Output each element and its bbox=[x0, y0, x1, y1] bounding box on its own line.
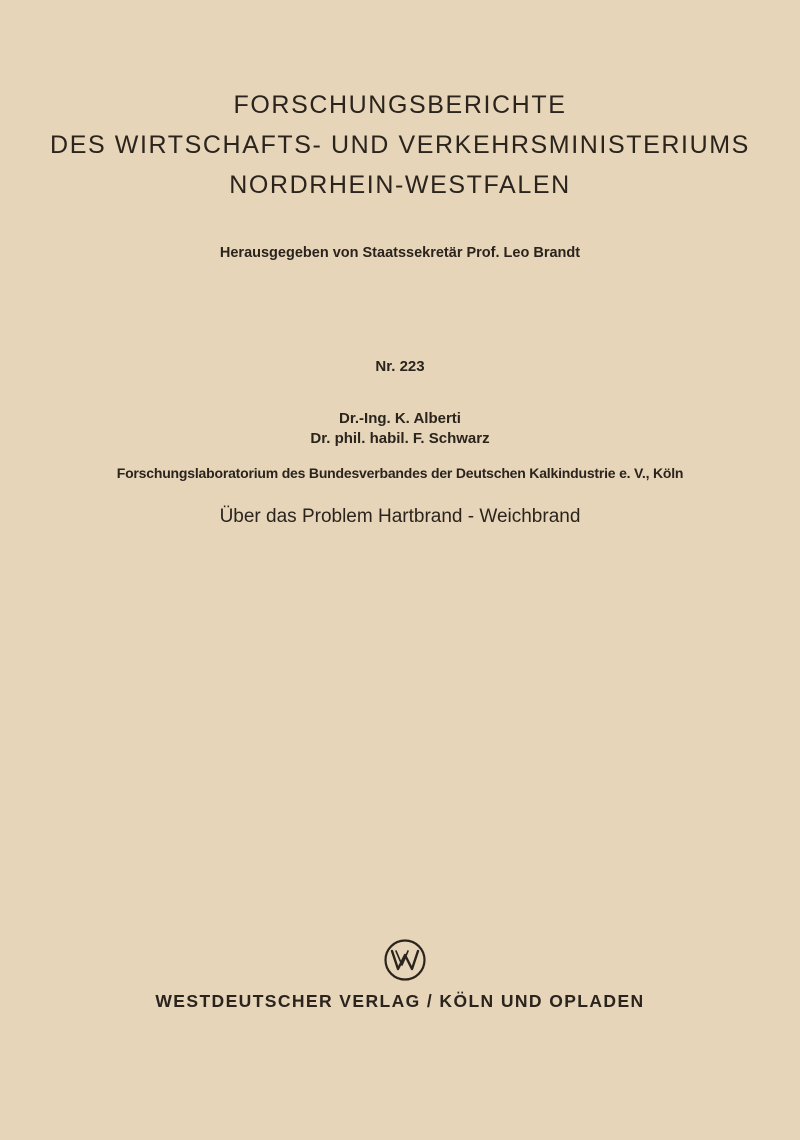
volume-number: Nr. 223 bbox=[375, 358, 425, 375]
series-title-line-3: NORDRHEIN-WESTFALEN bbox=[229, 171, 571, 199]
author-2: Dr. phil. habil. F. Schwarz bbox=[310, 430, 490, 447]
publisher-line: WESTDEUTSCHER VERLAG / KÖLN UND OPLADEN bbox=[155, 991, 645, 1011]
series-title-line-1: FORSCHUNGSBERICHTE bbox=[233, 91, 567, 119]
author-1: Dr.-Ing. K. Alberti bbox=[339, 410, 461, 427]
publisher-wv-logo-icon bbox=[383, 938, 427, 982]
work-title: Über das Problem Hartbrand - Weichbrand bbox=[219, 506, 581, 527]
institute-line: Forschungslaboratorium des Bundesverbandes der Deutschen Kalkindustrie e. V., Köln bbox=[116, 465, 684, 481]
editor-line: Herausgegeben von Staatssekretär Prof. Leo Brandt bbox=[219, 245, 581, 261]
series-title-line-2: DES WIRTSCHAFTS- UND VERKEHRSMINISTERIUMS bbox=[50, 131, 750, 159]
